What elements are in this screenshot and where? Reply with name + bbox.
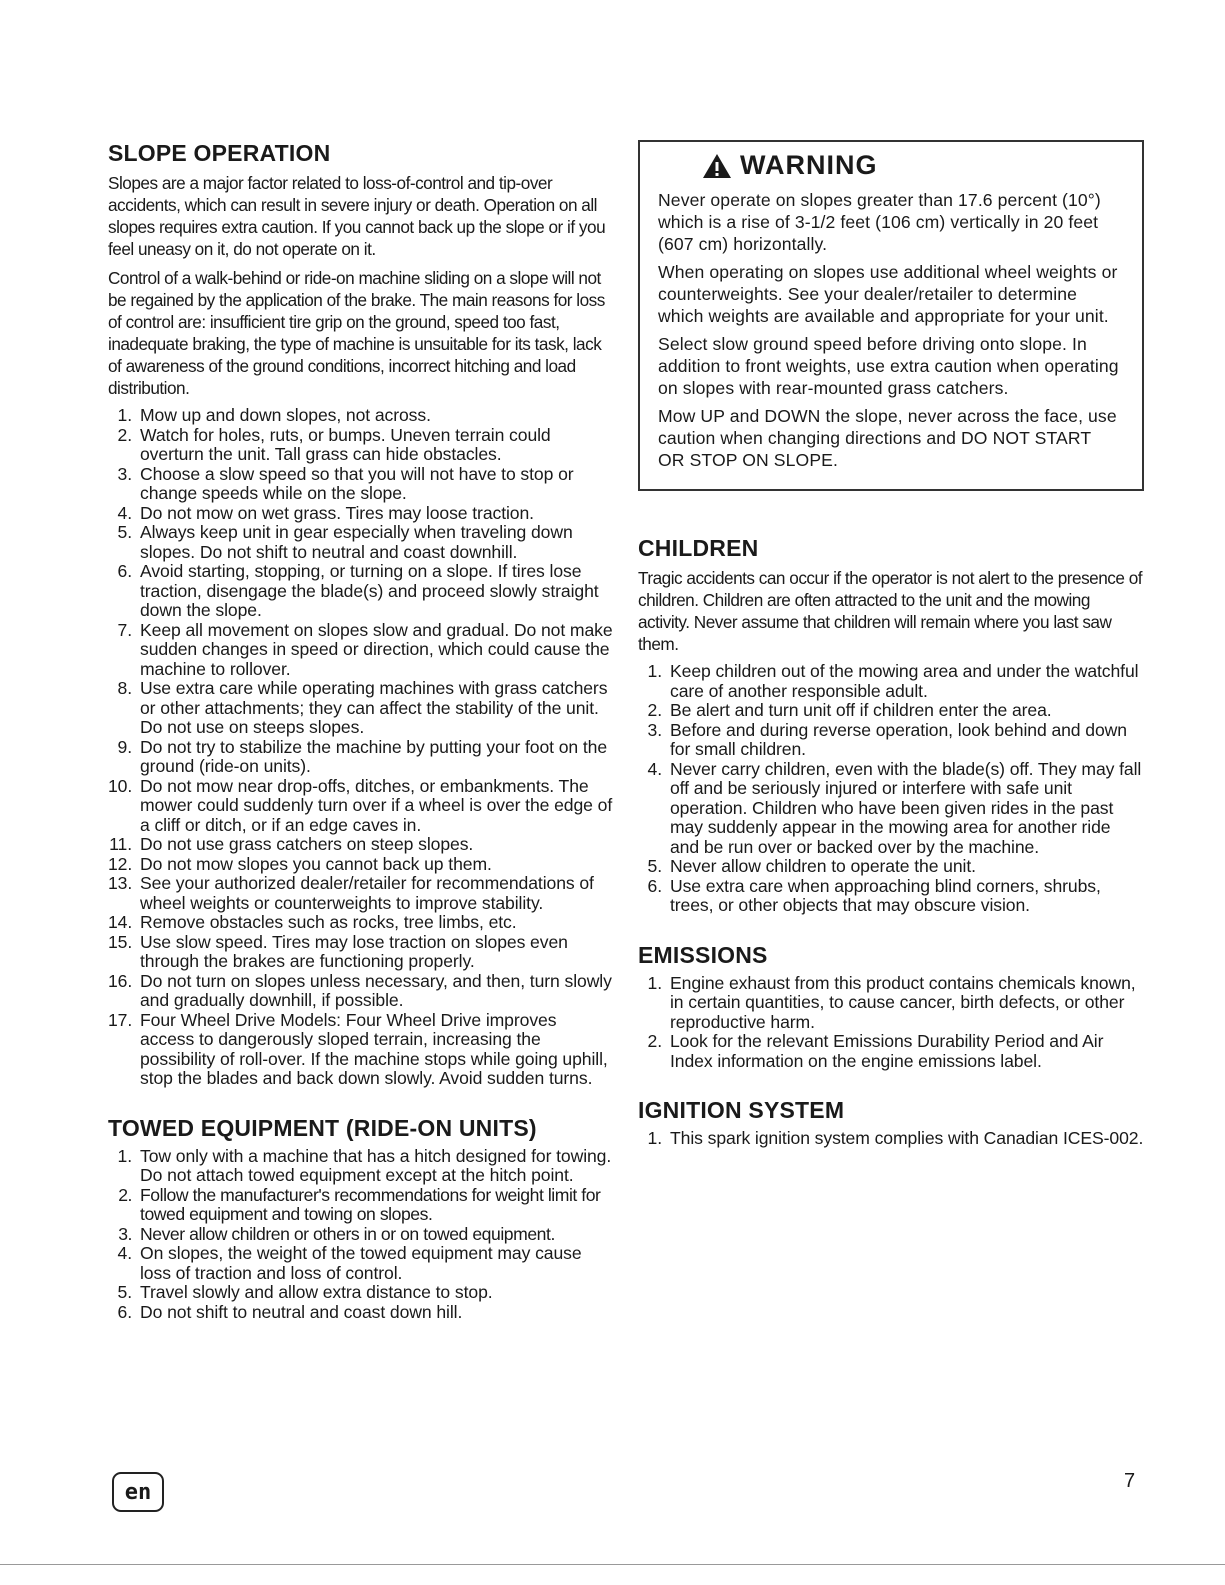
list-item-text: Travel slowly and allow extra distance to stop. [140, 1282, 493, 1302]
warning-paragraph-ground-speed: Select slow ground speed before driving onto slope. In addition to front weights, use extra caution when operating on slopes with rear-mounted grass catchers. [658, 334, 1119, 398]
list-item-text: On slopes, the weight of the towed equipment may cause loss of traction and loss of control. [140, 1243, 582, 1283]
ignition-system-list [638, 1129, 1144, 1149]
list-item-number: 2. [118, 1184, 132, 1205]
list-item [108, 679, 613, 738]
warning-box [638, 140, 1144, 491]
list-item-number: 2. [647, 1031, 662, 1051]
list-item [638, 662, 1144, 701]
list-item-text: Use extra care when approaching blind corners, shrubs, trees, or other objects that may obscure vision. [670, 875, 1101, 915]
list-item [638, 721, 1144, 760]
children-heading: CHILDREN [638, 535, 759, 561]
warning-paragraph-slope-limit: Never operate on slopes greater than 17.6 percent (10°) which is a rise of 3-1/2 feet (106 cm) vertically in 20 feet (607 cm) horizontally. [658, 190, 1101, 254]
slope-intro-paragraph: Slopes are a major factor related to loss-of-control and tip-over accidents, which can result in severe injury or death. Operation on all slopes requires extra caution. If you cannot back up the slope or if you feel uneasy on it, do not operate on it. [108, 173, 606, 259]
list-item [108, 855, 613, 875]
list-item [108, 933, 613, 972]
list-item-text: Never carry children, even with the blade(s) off. They may fall off and be seriously injured or interfere with safe unit operation. Children who have been given rides in the past may suddenly appear in the mowing area for another ride and be run over or backed over by the machine. [670, 758, 1142, 857]
list-item [108, 1283, 613, 1303]
list-item-number: 13. [108, 873, 133, 893]
list-item [108, 1186, 613, 1225]
list-item-text: Watch for holes, ruts, or bumps. Uneven terrain could overturn the unit. Tall grass can hide obstacles. [140, 424, 551, 464]
list-item-text: Four Wheel Drive Models: Four Wheel Drive improves access to dangerously sloped terrain, increasing the possibility of roll-over. If the machine stops while going uphill, stop the blades and back down slowly. Avoid sudden turns. [140, 1009, 608, 1088]
children-list [638, 662, 1144, 916]
warning-title: WARNING [740, 150, 878, 180]
list-item [108, 1147, 613, 1186]
list-item [108, 426, 613, 465]
page-number: 7 [1124, 1470, 1136, 1492]
list-item-number: 4. [117, 1243, 132, 1263]
towed-equipment-list [108, 1147, 613, 1323]
warning-triangle-icon [702, 153, 732, 179]
list-item-number: 10. [108, 775, 133, 796]
list-item [108, 835, 613, 855]
list-item-number: 7. [117, 619, 132, 640]
list-item [108, 1011, 613, 1089]
list-item-number: 2. [647, 700, 662, 720]
list-item-number: 14. [108, 912, 133, 932]
warning-header [702, 150, 1122, 181]
list-item-number: 15. [108, 931, 133, 952]
list-item-text: Keep children out of the mowing area and under the watchful care of another responsible adult. [670, 661, 1139, 701]
list-item-text: Do not mow near drop-offs, ditches, or embankments. The mower could suddenly turn over if a wheel is over the edge of a cliff or ditch, or if an edge caves in. [140, 775, 613, 835]
warning-paragraph-mow-direction: Mow UP and DOWN the slope, never across the face, use caution when changing directions and DO NOT START OR STOP ON SLOPE. [658, 406, 1117, 470]
list-item-text: Do not use grass catchers on steep slopes. [140, 834, 474, 854]
list-item-number: 4. [117, 502, 132, 523]
list-item-text: Use slow speed. Tires may lose traction on slopes even through the brakes are functioning properly. [140, 931, 568, 971]
list-item [108, 1303, 613, 1323]
list-item-text: Do not turn on slopes unless necessary, and then, turn slowly and gradually downhill, if possible. [140, 970, 612, 1010]
left-column [108, 140, 613, 1322]
list-item-number: 5. [117, 1282, 132, 1302]
list-item-number: 3. [118, 1223, 132, 1244]
children-paragraph: Tragic accidents can occur if the operator is not alert to the presence of children. Children are often attracted to the unit and the mowing activity. Never assume that children will remain where you last saw them. [638, 568, 1143, 654]
list-item [108, 1225, 613, 1245]
list-item [638, 877, 1144, 916]
towed-equipment-heading: TOWED EQUIPMENT (RIDE-ON UNITS) [108, 1114, 537, 1141]
list-item [108, 738, 613, 777]
list-item-number: 3. [647, 719, 662, 740]
bottom-rule [0, 1564, 1225, 1565]
list-item [108, 406, 613, 426]
list-item-number: 6. [117, 1301, 132, 1322]
emissions-list [638, 974, 1144, 1072]
list-item [108, 874, 613, 913]
list-item-number: 5. [647, 856, 662, 876]
list-item-number: 6. [647, 875, 662, 896]
list-item [638, 1129, 1144, 1149]
list-item-text: Look for the relevant Emissions Durability Period and Air Index information on the engine emissions label. [670, 1031, 1104, 1071]
language-badge: en [112, 1472, 164, 1512]
warning-paragraph-weights: When operating on slopes use additional wheel weights or counterweights. See your dealer/retailer to determine which weights are available and appropriate for your unit. [658, 262, 1118, 326]
list-item-text: See your authorized dealer/retailer for recommendations of wheel weights or counterweights to improve stability. [140, 873, 594, 913]
list-item-text: Engine exhaust from this product contains chemicals known, in certain quantities, to cause cancer, birth defects, or other reproductive harm. [670, 972, 1136, 1032]
list-item [638, 760, 1144, 858]
list-item-number: 1. [117, 1145, 132, 1166]
list-item-number: 2. [117, 424, 132, 445]
list-item [108, 913, 613, 933]
emissions-heading: EMISSIONS [638, 941, 768, 968]
list-item-text: Follow the manufacturer's recommendations for weight limit for towed equipment and towing on slopes. [140, 1184, 601, 1224]
slope-operation-list [108, 406, 613, 1089]
list-item-text: Tow only with a machine that has a hitch designed for towing. Do not attach towed equipment except at the hitch point. [140, 1145, 612, 1185]
list-item-text: Do not mow on wet grass. Tires may loose traction. [140, 502, 534, 523]
list-item [638, 974, 1144, 1033]
list-item-text: Keep all movement on slopes slow and gradual. Do not make sudden changes in speed or direction, which could cause the machine to rollover. [140, 619, 613, 679]
list-item-text: Before and during reverse operation, look behind and down for small children. [670, 719, 1127, 759]
list-item-number: 3. [117, 463, 132, 484]
list-item-number: 11. [109, 834, 132, 854]
list-item-number: 5. [117, 522, 132, 542]
list-item [638, 1032, 1144, 1071]
list-item-text: Choose a slow speed so that you will not have to stop or change speeds while on the slope. [140, 463, 574, 503]
list-item-text: Remove obstacles such as rocks, tree limbs, etc. [140, 912, 517, 932]
list-item-number: 12. [108, 853, 133, 874]
list-item-number: 9. [117, 736, 132, 757]
list-item-text: Be alert and turn unit off if children enter the area. [670, 700, 1052, 720]
list-item-number: 16. [108, 970, 133, 991]
list-item [108, 504, 613, 524]
right-column [638, 140, 1144, 1149]
list-item-text: Always keep unit in gear especially when traveling down slopes. Do not shift to neutral and coast downhill. [140, 522, 573, 562]
list-item-number: 1. [647, 972, 662, 993]
list-item-text: Never allow children or others in or on towed equipment. [140, 1223, 555, 1244]
list-item-number: 4. [647, 758, 662, 779]
list-item [108, 777, 613, 836]
list-item-number: 17. [108, 1009, 133, 1030]
list-item-text: Do not mow slopes you cannot back up them. [140, 853, 492, 874]
list-item-text: Do not shift to neutral and coast down hill. [140, 1301, 463, 1322]
list-item-text: This spark ignition system complies with Canadian ICES-002. [670, 1128, 1144, 1148]
list-item-text: Avoid starting, stopping, or turning on a slope. If tires lose traction, disengage the blade(s) and proceed slowly straight down the slope. [140, 561, 599, 620]
ignition-system-heading: IGNITION SYSTEM [638, 1097, 845, 1123]
list-item [108, 562, 613, 621]
list-item-number: 6. [117, 561, 132, 581]
list-item-text: Do not try to stabilize the machine by putting your foot on the ground (ride-on units). [140, 736, 608, 776]
list-item [638, 701, 1144, 721]
list-item-text: Use extra care while operating machines with grass catchers or other attachments; they can affect the stability of the unit. Do not use on steeps slopes. [140, 678, 608, 737]
slope-operation-heading: SLOPE OPERATION [108, 140, 331, 166]
list-item [108, 465, 613, 504]
list-item-text: Mow up and down slopes, not across. [140, 405, 431, 425]
list-item [108, 1244, 613, 1283]
list-item [638, 857, 1144, 877]
list-item-text: Never allow children to operate the unit. [670, 856, 976, 876]
list-item [108, 972, 613, 1011]
list-item-number: 8. [117, 678, 132, 698]
list-item-number: 1. [647, 1128, 662, 1148]
list-item-number: 1. [647, 661, 662, 681]
list-item-number: 1. [117, 405, 132, 425]
slope-control-paragraph: Control of a walk-behind or ride-on machine sliding on a slope will not be regained by the application of the brake. The main reasons for loss of control are: insufficient tire grip on the ground, speed too fast, inadequate braking, the type of machine is unsuitable for its task, lack of awareness of the ground conditions, incorrect hitching and load distribution. [108, 268, 605, 398]
list-item [108, 523, 613, 562]
list-item [108, 621, 613, 680]
